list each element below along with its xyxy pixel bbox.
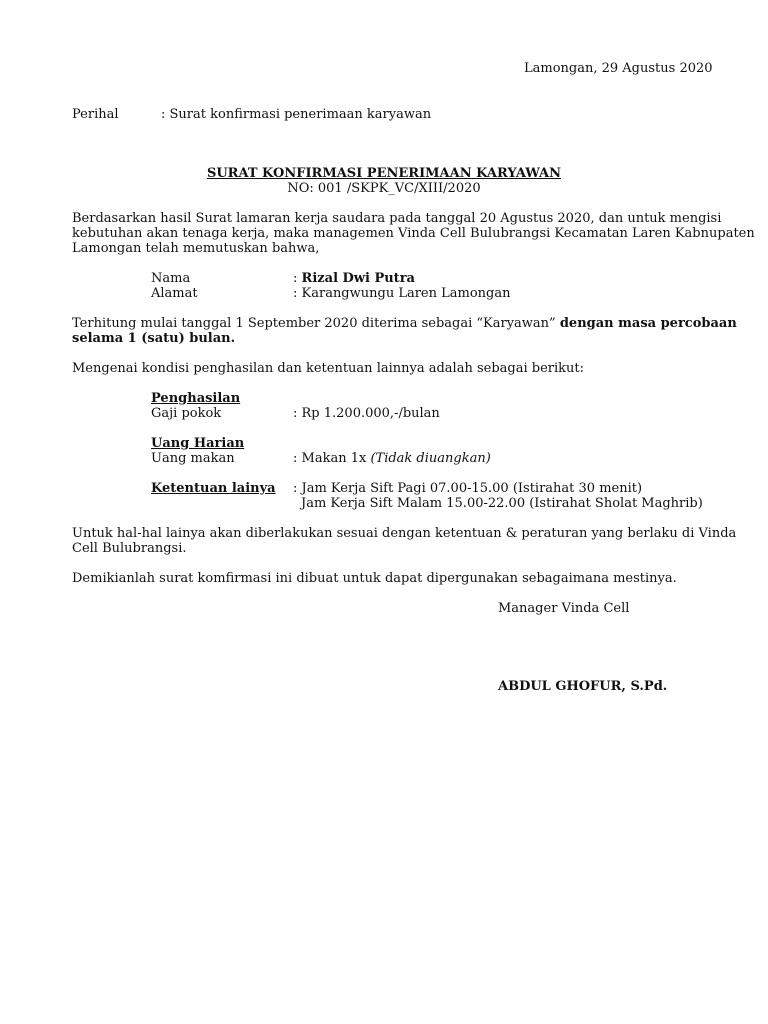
name-prefix: : <box>293 271 302 286</box>
name-field <box>293 271 415 286</box>
letter-title <box>0 166 768 181</box>
meal-label: Uang makan <box>151 451 235 466</box>
probation-bold-1: dengan masa percobaan <box>559 316 737 331</box>
intro-line-3: Lamongan telah memutuskan bahwa, <box>72 241 320 256</box>
letter-title-text: SURAT KONFIRMASI PENERIMAAN KARYAWAN <box>206 166 562 181</box>
intro-line-1: Berdasarkan hasil Surat lamaran kerja saudara pada tanggal 20 Agustus 2020, dan untuk mengisi <box>72 211 722 226</box>
other-line-1: : Jam Kerja Sift Pagi 07.00-15.00 (Istirahat 30 menit) <box>293 481 643 496</box>
signatory-role: Manager Vinda Cell <box>498 601 630 616</box>
salary-value: : Rp 1.200.000,-/bulan <box>293 406 440 421</box>
meal-note: (Tidak diuangkan) <box>370 451 491 466</box>
name-value: Rizal Dwi Putra <box>301 271 415 286</box>
closing-line-1: Untuk hal-hal lainya akan diberlakukan sesuai dengan ketentuan & peraturan yang berlaku di Vinda <box>72 526 737 541</box>
meal-prefix: : Makan 1x <box>293 451 371 466</box>
probation-line-1 <box>72 316 737 331</box>
salary-label: Gaji pokok <box>151 406 222 421</box>
closing-line-2: Cell Bulubrangsi. <box>72 541 187 556</box>
subject-value: : Surat konfirmasi penerimaan karyawan <box>161 107 432 122</box>
probation-text: Terhitung mulai tanggal 1 September 2020 diterima sebagai “Karyawan” <box>72 316 556 331</box>
letter-date: Lamongan, 29 Agustus 2020 <box>524 61 713 76</box>
other-line-2: Jam Kerja Sift Malam 15.00-22.00 (Istirahat Sholat Maghrib) <box>301 496 703 511</box>
address-label: Alamat <box>151 286 198 301</box>
daily-heading: Uang Harian <box>151 436 245 451</box>
signatory-name: ABDUL GHOFUR, S.Pd. <box>498 679 668 694</box>
address-value: : Karangwungu Laren Lamongan <box>293 286 511 301</box>
subject-label: Perihal <box>72 107 119 122</box>
meal-value <box>293 451 491 466</box>
name-label: Nama <box>151 271 191 286</box>
letter-number: NO: 001 /SKPK_VC/XIII/2020 <box>287 181 481 196</box>
conditions-intro: Mengenai kondisi penghasilan dan ketentuan lainnya adalah sebagai berikut: <box>72 361 585 376</box>
income-heading: Penghasilan <box>151 391 241 406</box>
intro-line-2: kebutuhan akan tenaga kerja, maka managemen Vinda Cell Bulubrangsi Kecamatan Laren Kabnupaten <box>72 226 755 241</box>
other-heading: Ketentuan lainya <box>151 481 276 496</box>
closing-statement: Demikianlah surat komfirmasi ini dibuat untuk dapat dipergunakan sebagaimana mestinya. <box>72 571 677 586</box>
probation-line-2: selama 1 (satu) bulan. <box>72 331 236 346</box>
